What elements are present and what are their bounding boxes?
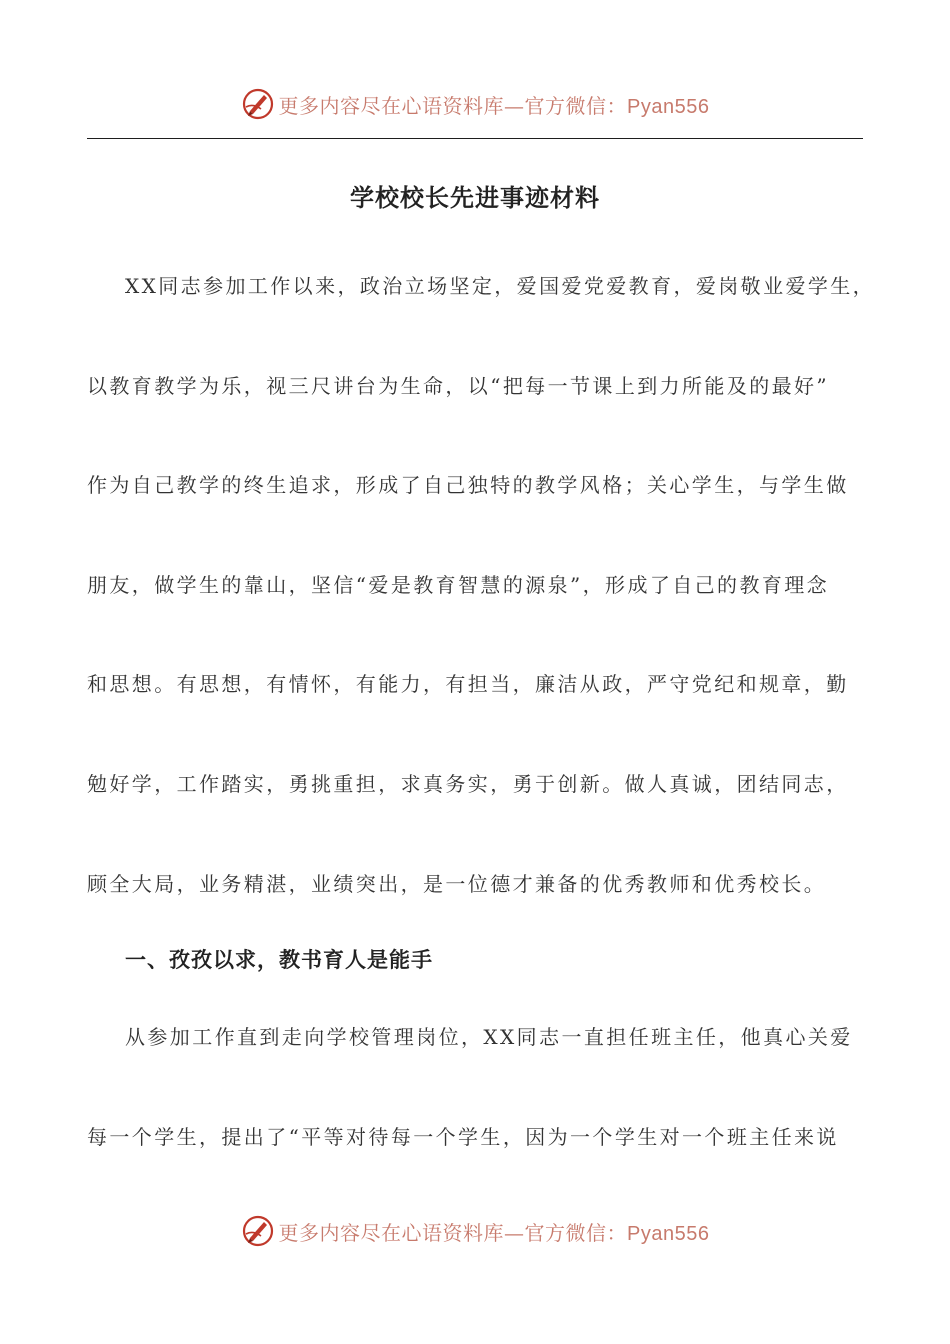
banner-text [279,1217,710,1246]
header-divider [87,138,863,139]
paragraph-line: 以教育教学为乐，视三尺讲台为生命，以“把每一节课上到力所能及的最好” [87,374,830,398]
paragraph-line: 和思想。有思想，有情怀，有能力，有担当，廉洁从政，严守党纪和规章，勤 [87,672,849,696]
banner-slogan: 更多内容尽在心语资料库—官方微信： [278,1220,628,1245]
paragraph-line: 从参加工作直到走向学校管理岗位，XX同志一直担任班主任，他真心关爱 [125,1025,853,1049]
header-banner [0,84,950,124]
banner-slogan: 更多内容尽在心语资料库—官方微信： [278,93,628,118]
paragraph-line: XX同志参加工作以来，政治立场坚定，爱国爱党爱教育，爱岗敬业爱学生， [125,274,876,298]
paragraph-line: 每一个学生，提出了“平等对待每一个学生，因为一个学生对一个班主任来说 [87,1125,839,1149]
pen-logo-icon [241,1214,275,1248]
footer-banner [0,1211,950,1251]
banner-text [279,90,710,119]
paragraph-line: 顾全大局，业务精湛，业绩突出，是一位德才兼备的优秀教师和优秀校长。 [87,872,827,896]
paragraph-line: 作为自己教学的终生追求，形成了自己独特的教学风格；关心学生，与学生做 [87,473,849,497]
document-title: 学校校长先进事迹材料 [350,183,600,212]
pen-logo-icon [241,87,275,121]
banner-wechat-id: Pyan556 [627,95,710,118]
banner-wechat-id: Pyan556 [627,1222,710,1245]
section-heading: 一、孜孜以求，教书育人是能手 [125,947,433,972]
paragraph-line: 勉好学，工作踏实，勇挑重担，求真务实，勇于创新。做人真诚，团结同志， [87,772,849,796]
paragraph-line: 朋友，做学生的靠山，坚信“爱是教育智慧的源泉”，形成了自己的教育理念 [87,573,830,597]
